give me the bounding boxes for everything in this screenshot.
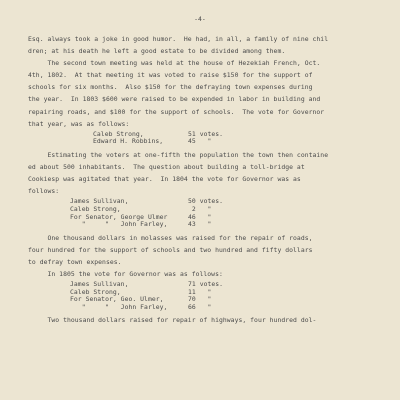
candidate-name: James Sullivan, — [70, 197, 129, 206]
paragraph — [28, 232, 388, 312]
page-number: -4- — [194, 15, 206, 23]
candidate-name: James Sullivan, — [70, 280, 129, 289]
paragraph — [28, 314, 388, 326]
candidate-name: For Senator, George Ulmer — [70, 212, 168, 221]
candidate-name: For Senator, Geo. Ulmer, — [70, 295, 164, 304]
vote-row — [28, 304, 388, 312]
vote-count: 46 " — [188, 212, 212, 221]
vote-table — [28, 281, 388, 311]
vote-count: 45 " — [188, 137, 212, 146]
text-line: The second town meeting was held at the house of Hezekiah French, Oct. — [28, 59, 321, 68]
vote-table — [28, 131, 388, 146]
paragraph — [28, 57, 388, 146]
candidate-name: " " John Farley, — [70, 220, 168, 229]
vote-count: 51 votes. — [188, 129, 224, 138]
candidate-name: Caleb Strong, — [70, 287, 121, 296]
vote-count: 71 votes. — [188, 280, 224, 289]
text-line: dren; at his death he left a good estate to be divided among them. — [28, 47, 286, 56]
vote-table — [28, 198, 388, 228]
text-line: follows: — [28, 187, 60, 196]
page-body — [28, 33, 388, 327]
text-line: the year. In 1803 $600 were raised to be expended in labor in building and — [28, 95, 321, 104]
text-line: schools for six months. Also $150 for the defraying town expenses during — [28, 83, 313, 92]
text-line: that year, was as follows: — [28, 119, 130, 128]
text-line: four hundred for the support of schools and two hundred and fifty dollars — [28, 245, 313, 254]
text-line: 4th, 1802. At that meeting it was voted to raise $150 for the support of — [28, 71, 313, 80]
vote-count: 43 " — [188, 220, 212, 229]
vote-row — [28, 138, 388, 146]
paragraph — [28, 149, 388, 229]
text-line: Cookiesp was agitated that year. In 1804 the vote for Governor was as — [28, 175, 301, 184]
candidate-name: Caleb Strong, — [70, 204, 121, 213]
candidate-name: Caleb Strong, — [93, 129, 144, 138]
vote-count: 70 " — [188, 295, 212, 304]
vote-count: 2 " — [188, 204, 212, 213]
text-line: Esq. always took a joke in good humor. He had, in all, a family of nine chil — [28, 35, 329, 43]
vote-count: 66 " — [188, 302, 212, 311]
paragraph — [28, 33, 388, 57]
text-line: In 1805 the vote for Governor was as follows: — [28, 269, 223, 278]
text-line: Estimating the voters at one-fifth the population the town then containe — [28, 150, 329, 159]
text-line: to defray town expenses. — [28, 257, 122, 266]
text-line: repairing roads, and $100 for the support of schools. The vote for Governor — [28, 107, 325, 116]
text-line: ed about 500 inhabitants. The question about building a toll-bridge at — [28, 163, 305, 172]
text-line: One thousand dollars in molasses was raised for the repair of roads, — [28, 233, 313, 242]
candidate-name: Edward H. Robbins, — [93, 137, 164, 146]
vote-count: 11 " — [188, 287, 212, 296]
text-line: Two thousand dollars raised for repair of highways, four hundred dol- — [28, 316, 317, 325]
vote-count: 50 votes. — [188, 197, 224, 206]
vote-row — [28, 221, 388, 229]
candidate-name: " " John Farley, — [70, 302, 168, 311]
